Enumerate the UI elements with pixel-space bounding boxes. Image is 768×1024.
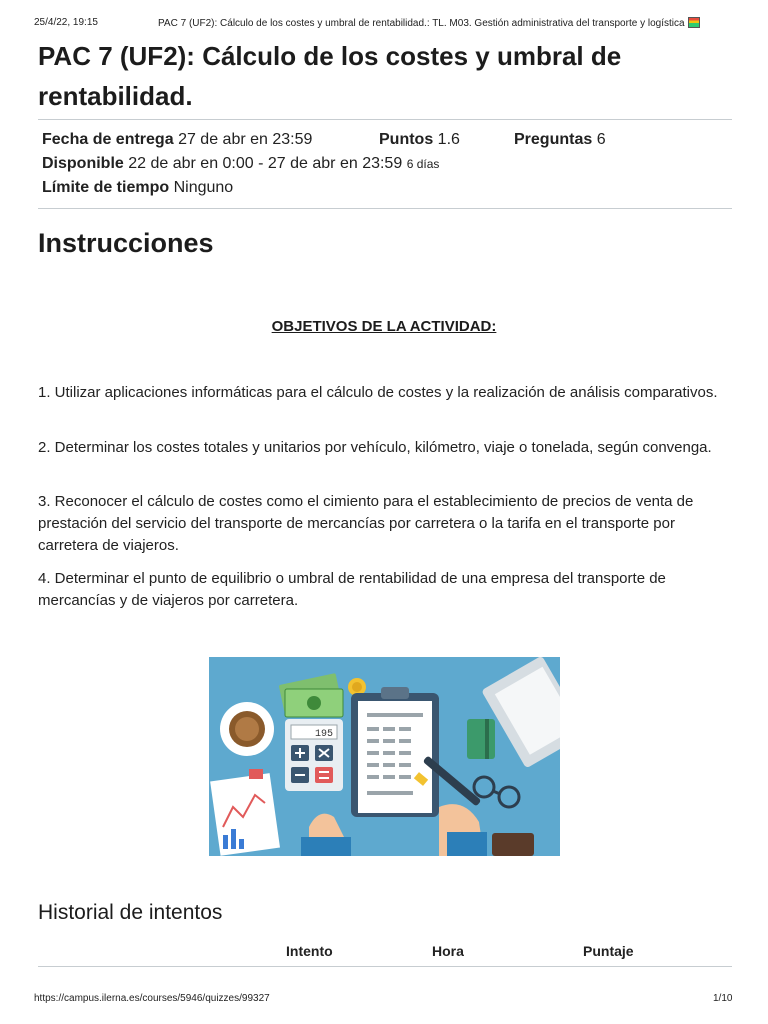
- available: [42, 155, 439, 173]
- column-header-score: Puntaje: [583, 943, 634, 959]
- cost-calculation-illustration: [209, 657, 560, 856]
- history-table-divider: [38, 966, 732, 967]
- objective-item-3: 3. Reconocer el cálculo de costes como el cimiento para el establecimiento de precios de venta de prestación del servicio del transporte de mercancías por carretera o la tarifa en el transporte por carretera de viajeros.: [38, 493, 694, 554]
- print-footer-url: https://campus.ilerna.es/courses/5946/quizzes/99327: [34, 993, 270, 1004]
- objective-item-4: 4. Determinar el punto de equilibrio o umbral de rentabilidad de una empresa del transporte de mercancías y de viajeros por carretera.: [38, 570, 666, 609]
- points-value: 1.6: [437, 131, 460, 148]
- questions: [514, 131, 606, 149]
- available-label: Disponible: [42, 155, 124, 172]
- divider-top: [38, 119, 732, 120]
- coffee-cup-icon: [220, 702, 274, 756]
- time-limit-label: Límite de tiempo: [42, 179, 170, 196]
- objective-item-2: 2. Determinar los costes totales y unitarios por vehículo, kilómetro, viaje o tonelada, según convenga.: [38, 439, 712, 456]
- questions-value: 6: [596, 131, 606, 148]
- calculator-display-text: 195: [314, 729, 333, 740]
- clipboard-icon: [351, 687, 439, 817]
- available-days: 6 días: [406, 157, 440, 171]
- questions-label: Preguntas: [514, 131, 593, 148]
- attempt-history-heading: Historial de intentos: [38, 901, 223, 924]
- points-label: Puntos: [379, 131, 434, 148]
- wallet-icon: [492, 833, 534, 856]
- instructions-heading: Instrucciones: [38, 228, 214, 258]
- print-header-title: [158, 17, 700, 29]
- page-title: PAC 7 (UF2): Cálculo de los costes y umbral de rentabilidad.: [38, 41, 622, 111]
- objectives-heading: OBJETIVOS DE LA ACTIVIDAD:: [271, 318, 497, 335]
- due-value: 27 de abr en 23:59: [178, 131, 313, 148]
- print-header-title-text: PAC 7 (UF2): Cálculo de los costes y umbral de rentabilidad.: TL. M03. Gestión administrativa del transporte y logística: [158, 18, 685, 29]
- calculator-icon: [285, 719, 343, 791]
- points: [379, 131, 460, 149]
- credit-card-icon: [467, 719, 495, 759]
- binder-clip-icon: [249, 769, 263, 779]
- time-limit: [42, 179, 233, 197]
- due-date: [42, 131, 312, 149]
- print-footer-page: 1/10: [713, 993, 733, 1004]
- divider-details: [38, 208, 732, 209]
- time-limit-value: Ninguno: [173, 179, 234, 196]
- column-header-time: Hora: [432, 943, 464, 959]
- available-value: 22 de abr en 0:00 - 27 de abr en 23:59: [128, 155, 403, 172]
- tab-favicon-icon: [688, 17, 700, 28]
- chart-paper-icon: [210, 773, 280, 856]
- due-label: Fecha de entrega: [42, 131, 174, 148]
- column-header-attempt: Intento: [286, 943, 333, 959]
- print-date: 25/4/22, 19:15: [34, 17, 98, 28]
- objective-item-1: 1. Utilizar aplicaciones informáticas para el cálculo de costes y la realización de análisis comparativos.: [38, 384, 718, 401]
